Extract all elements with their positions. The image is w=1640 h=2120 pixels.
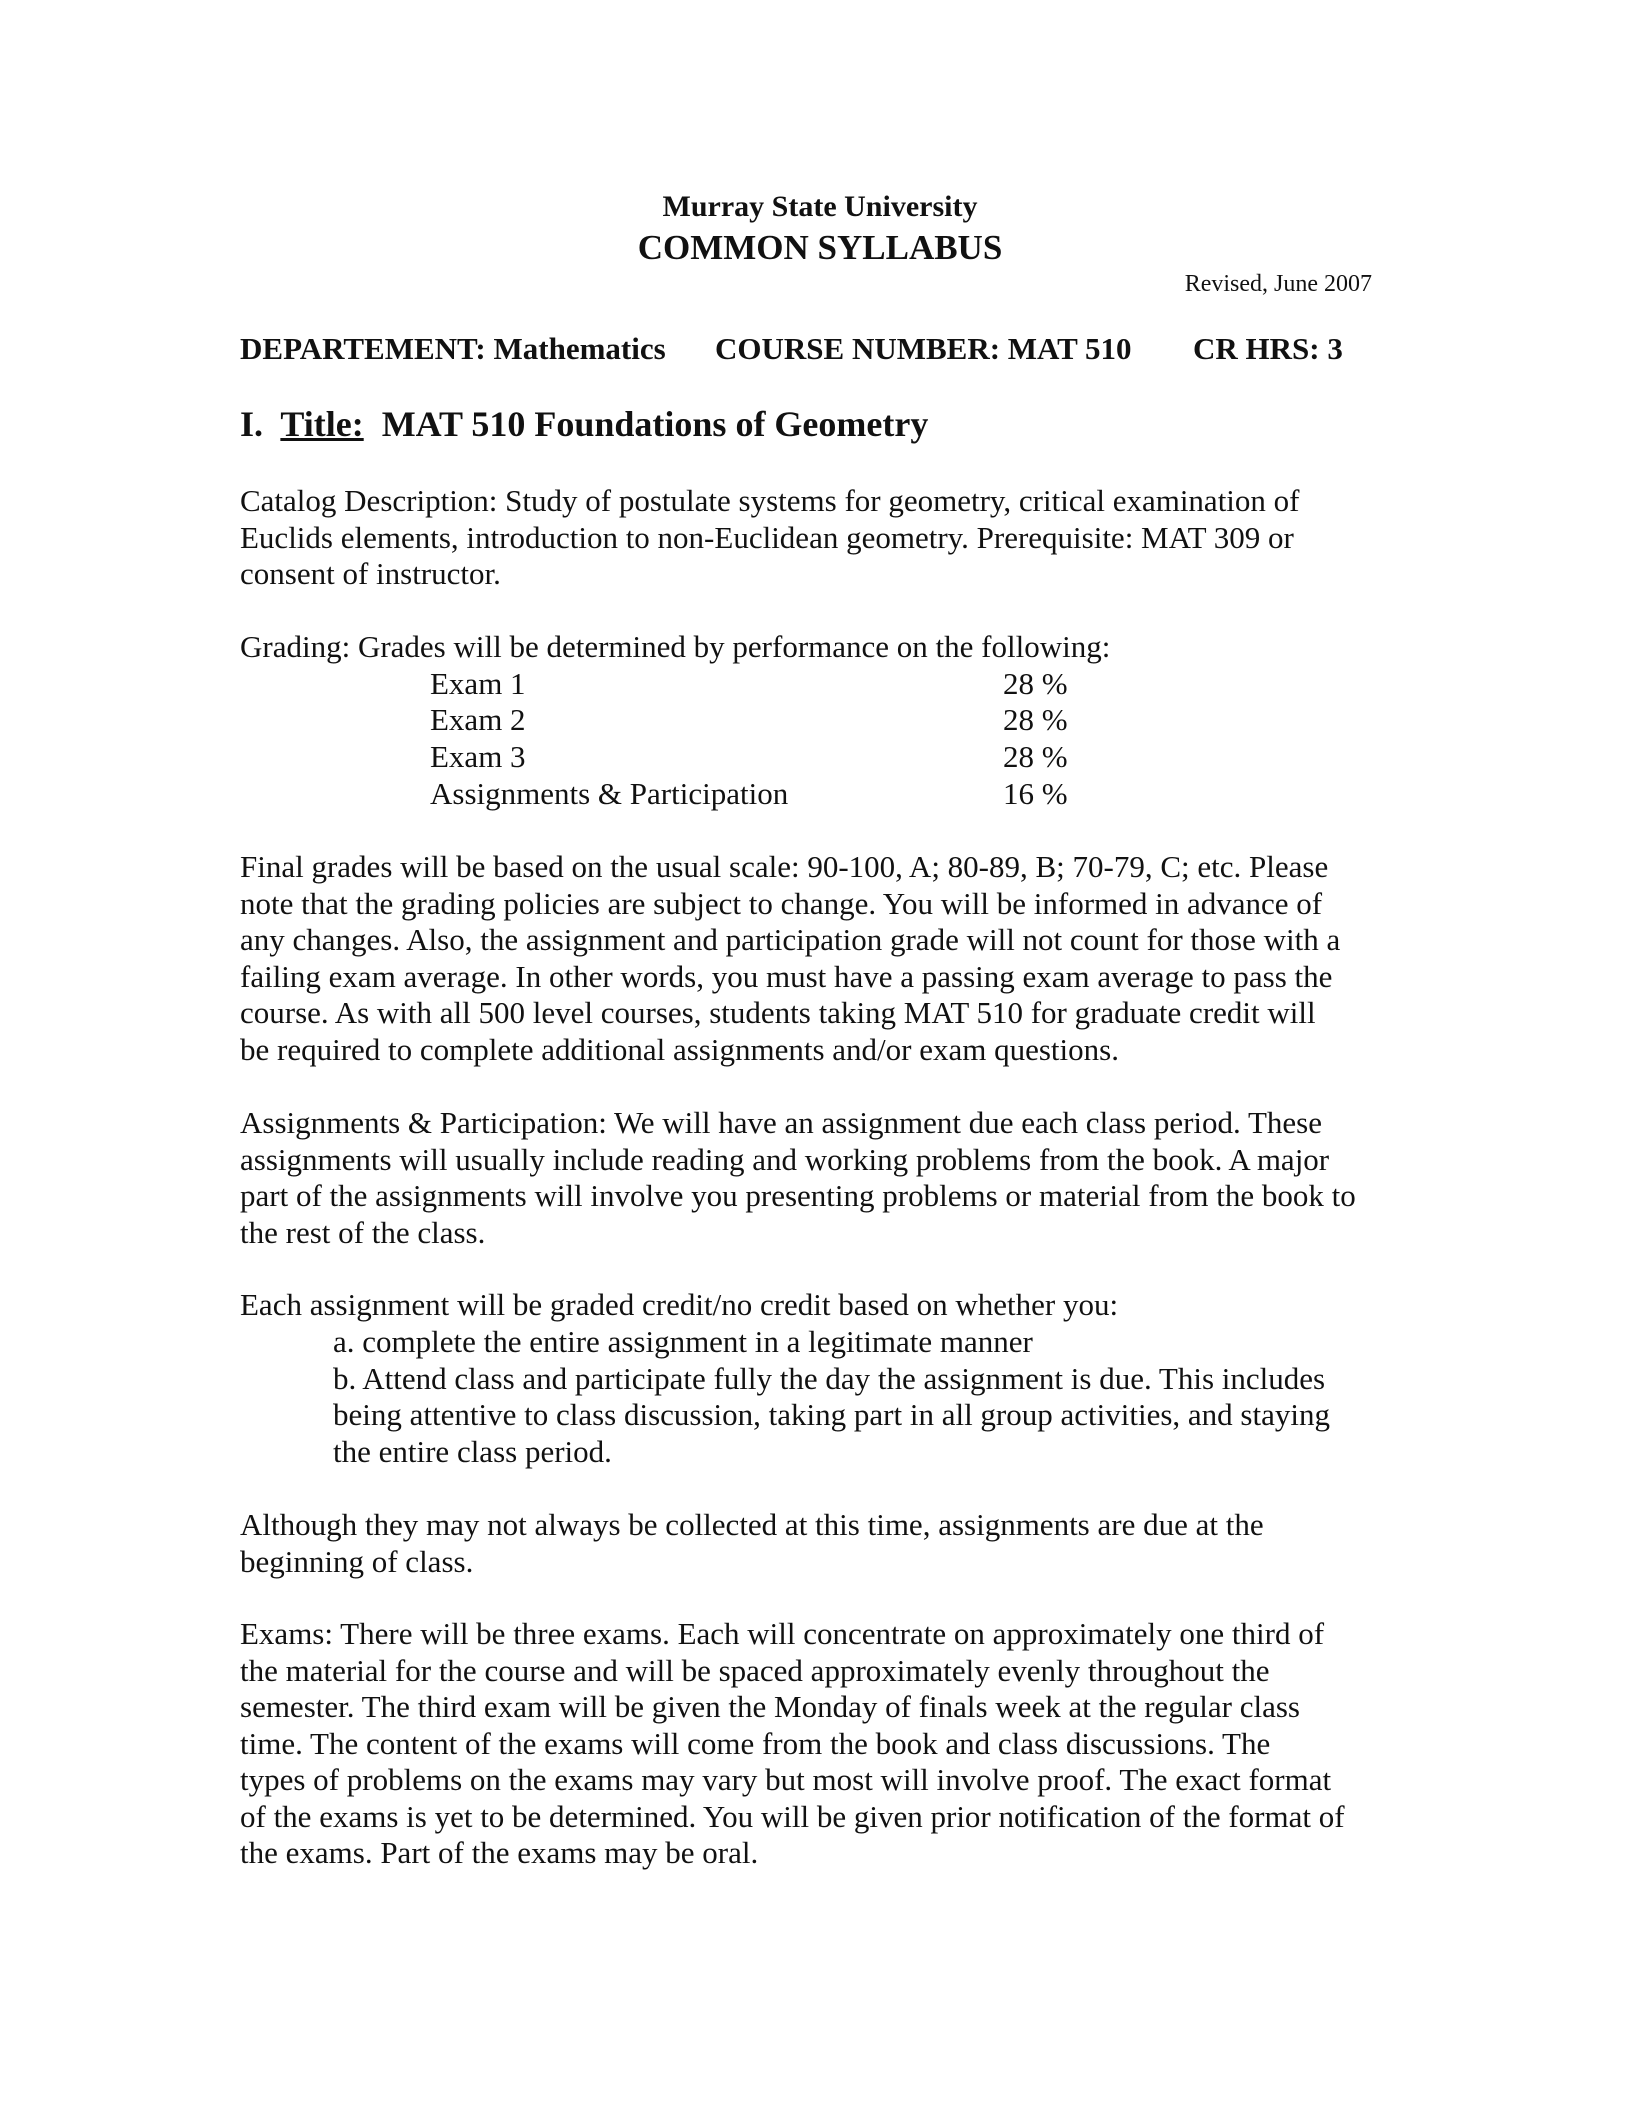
text-line: any changes. Also, the assignment and participation grade will not count for those with a xyxy=(240,922,1341,957)
text-line: course. As with all 500 level courses, students taking MAT 510 for graduate credit will xyxy=(240,995,1316,1030)
text-line: semester. The third exam will be given the Monday of finals week at the regular class xyxy=(240,1689,1300,1724)
text-line: the material for the course and will be spaced approximately evenly throughout the xyxy=(240,1652,1270,1688)
text-line: beginning of class. xyxy=(240,1543,474,1579)
text-line: Catalog Description: Study of postulate systems for geometry, critical examination of xyxy=(240,483,1300,518)
text-line: failing exam average. In other words, you must have a passing exam average to pass the xyxy=(240,958,1333,994)
assignments-paragraph xyxy=(240,1105,1400,1251)
text-line: the exams. Part of the exams may be oral. xyxy=(240,1835,759,1870)
grading-item-weight: 28 % xyxy=(1003,739,1068,774)
text-line: time. The content of the exams will come from the book and class discussions. The xyxy=(240,1725,1271,1761)
department-label: DEPARTEMENT: Mathematics xyxy=(240,331,666,366)
grading-item-name: Exam 1 xyxy=(430,666,526,701)
section-title-label: Title: xyxy=(280,404,364,444)
final-grades-paragraph xyxy=(240,849,1400,1068)
text-line: note that the grading policies are subject to change. You will be informed in advance of xyxy=(240,885,1323,921)
grading-item-weight: 16 % xyxy=(1003,776,1068,811)
text-line: Although they may not always be collected at this time, assignments are due at the xyxy=(240,1507,1264,1542)
list-item: the entire class period. xyxy=(333,1433,612,1469)
list-item: a. complete the entire assignment in a legitimate manner xyxy=(333,1324,1033,1359)
grading-item-weight: 28 % xyxy=(1003,702,1068,737)
list-item: b. Attend class and participate fully the day the assignment is due. This includes xyxy=(333,1360,1326,1396)
document-title: COMMON SYLLABUS xyxy=(637,228,1003,267)
grading-item-weight: 28 % xyxy=(1003,666,1068,701)
university-name: Murray State University xyxy=(662,190,978,223)
text-line: Assignments & Participation: We will have an assignment due each class period. These xyxy=(240,1105,1322,1140)
text-line: of the exams is yet to be determined. You will be given prior notification of the format of xyxy=(240,1798,1345,1834)
section-heading xyxy=(240,403,928,445)
grading-item-name: Exam 3 xyxy=(430,739,526,774)
text-line: Final grades will be based on the usual scale: 90-100, A; 80-89, B; 70-79, C; etc. Please xyxy=(240,849,1329,884)
list-item: being attentive to class discussion, taking part in all group activities, and staying xyxy=(333,1397,1330,1432)
grading-item-name: Exam 2 xyxy=(430,702,526,737)
text-line: be required to complete additional assignments and/or exam questions. xyxy=(240,1031,1119,1067)
text-line: Exams: There will be three exams. Each will concentrate on approximately one third of xyxy=(240,1616,1325,1651)
course-number-label: COURSE NUMBER: MAT 510 xyxy=(715,331,1132,366)
section-title-text: MAT 510 Foundations of Geometry xyxy=(381,404,929,444)
text-line: types of problems on the exams may vary but most will involve proof. The exact format xyxy=(240,1762,1332,1797)
revised-date: Revised, June 2007 xyxy=(1184,271,1372,297)
credit-criteria-list xyxy=(333,1324,1403,1470)
collection-paragraph xyxy=(240,1507,1400,1580)
section-numeral: I. xyxy=(240,404,264,444)
grading-item-name: Assignments & Participation xyxy=(430,776,789,811)
catalog-description xyxy=(240,483,1400,593)
credit-criteria-intro: Each assignment will be graded credit/no credit based on whether you: xyxy=(240,1287,1119,1322)
text-line: consent of instructor. xyxy=(240,556,501,591)
text-line: Euclids elements, introduction to non-Euclidean geometry. Prerequisite: MAT 309 or xyxy=(240,519,1294,555)
exams-paragraph xyxy=(240,1616,1400,1872)
text-line: part of the assignments will involve you presenting problems or material from the book to xyxy=(240,1178,1356,1213)
text-line: the rest of the class. xyxy=(240,1214,486,1250)
text-line: assignments will usually include reading and working problems from the book. A major xyxy=(240,1141,1330,1177)
grading-intro: Grading: Grades will be determined by performance on the following: xyxy=(240,629,1111,664)
credit-hours-label: CR HRS: 3 xyxy=(1193,331,1343,366)
